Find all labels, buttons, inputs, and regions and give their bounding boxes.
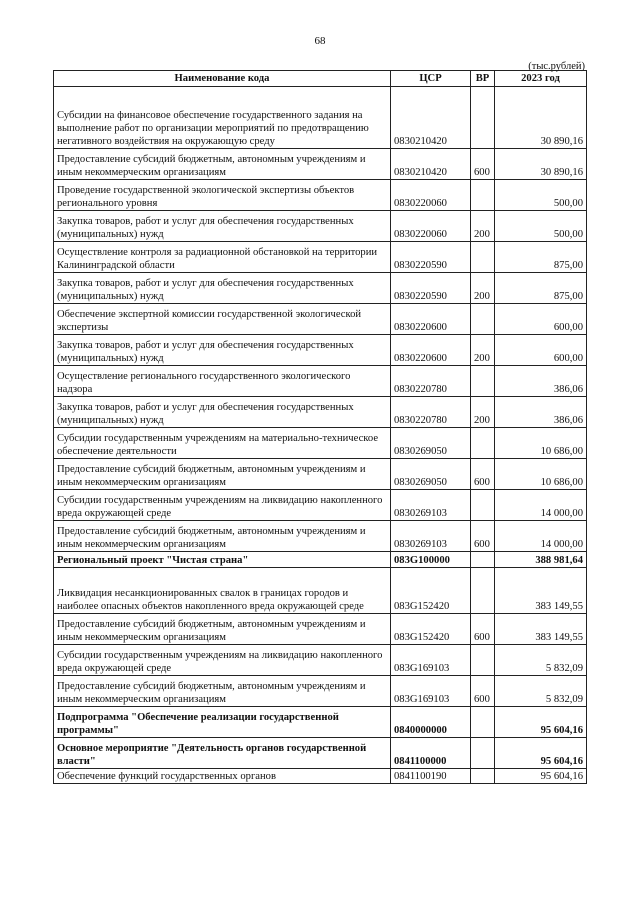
row-name: Предоставление субсидий бюджетным, автономным учреждениям и иным некоммерческим организациям [54,676,391,707]
row-name: Субсидии государственным учреждениям на ликвидацию накопленного вреда окружающей среде [54,490,391,521]
row-sum: 386,06 [495,366,587,397]
row-name: Проведение государственной экологической экспертизы объектов регионального уровня [54,180,391,211]
row-vr: 200 [471,335,495,366]
row-csr: 0830269103 [391,490,471,521]
row-csr: 0841100190 [391,769,471,784]
row-vr: 600 [471,614,495,645]
row-name: Подпрограмма "Обеспечение реализации государственной программы" [54,707,391,738]
row-vr [471,366,495,397]
row-name: Закупка товаров, работ и услуг для обеспечения государственных (муниципальных) нужд [54,335,391,366]
row-name: Предоставление субсидий бюджетным, автономным учреждениям и иным некоммерческим организациям [54,521,391,552]
row-csr: 0830210420 [391,149,471,180]
table-row [54,568,587,614]
row-name: Предоставление субсидий бюджетным, автономным учреждениям и иным некоммерческим организациям [54,459,391,490]
table-row [54,366,587,397]
row-sum: 383 149,55 [495,614,587,645]
row-name: Ликвидация несанкционированных свалок в границах городов и наиболее опасных объектов накопленного вреда окружающей среде [54,568,391,614]
row-name: Закупка товаров, работ и услуг для обеспечения государственных (муниципальных) нужд [54,397,391,428]
row-vr: 200 [471,211,495,242]
row-vr [471,180,495,211]
row-sum: 5 832,09 [495,645,587,676]
table-row [54,552,587,568]
table-row [54,273,587,304]
row-name: Обеспечение функций государственных органов [54,769,391,784]
header-csr: ЦСР [391,71,471,87]
table-row [54,521,587,552]
table-row [54,304,587,335]
row-sum: 500,00 [495,211,587,242]
row-name: Субсидии государственным учреждениям на ликвидацию накопленного вреда окружающей среде [54,645,391,676]
table-row [54,645,587,676]
row-csr: 083G169103 [391,645,471,676]
row-sum: 383 149,55 [495,568,587,614]
row-vr [471,552,495,568]
row-csr: 083G152420 [391,568,471,614]
table-row [54,614,587,645]
table-row [54,149,587,180]
header-name: Наименование кода [54,71,391,87]
row-sum: 875,00 [495,242,587,273]
row-csr: 0841100000 [391,738,471,769]
row-csr: 0830220780 [391,397,471,428]
row-name: Закупка товаров, работ и услуг для обеспечения государственных (муниципальных) нужд [54,211,391,242]
row-name: Субсидии государственным учреждениям на материально-техническое обеспечение деятельности [54,428,391,459]
row-vr [471,738,495,769]
row-csr: 083G100000 [391,552,471,568]
row-sum: 875,00 [495,273,587,304]
row-csr: 0830220590 [391,273,471,304]
row-name: Основное мероприятие "Деятельность органов государственной власти" [54,738,391,769]
row-vr [471,645,495,676]
table-row [54,335,587,366]
table-row [54,242,587,273]
row-vr [471,568,495,614]
table-row [54,490,587,521]
row-csr: 083G152420 [391,614,471,645]
row-csr: 083G169103 [391,676,471,707]
row-vr: 600 [471,149,495,180]
row-csr: 0830220590 [391,242,471,273]
table-header-row [54,71,587,87]
row-name: Региональный проект "Чистая страна" [54,552,391,568]
row-sum: 500,00 [495,180,587,211]
row-vr: 200 [471,397,495,428]
table-row [54,769,587,784]
table-row [54,676,587,707]
row-sum: 95 604,16 [495,769,587,784]
table-row [54,428,587,459]
row-sum: 386,06 [495,397,587,428]
table-row [54,459,587,490]
row-csr: 0840000000 [391,707,471,738]
row-sum: 10 686,00 [495,459,587,490]
row-csr: 0830220060 [391,211,471,242]
row-vr: 200 [471,273,495,304]
row-name: Предоставление субсидий бюджетным, автономным учреждениям и иным некоммерческим организациям [54,149,391,180]
table-row [54,707,587,738]
row-sum: 95 604,16 [495,738,587,769]
row-csr: 0830220780 [391,366,471,397]
row-sum: 95 604,16 [495,707,587,738]
row-vr [471,707,495,738]
row-sum: 600,00 [495,304,587,335]
row-name: Субсидии на финансовое обеспечение государственного задания на выполнение работ по организации мероприятий по предотвращению негативного воздействия на окружающую среду [54,87,391,149]
row-name: Закупка товаров, работ и услуг для обеспечения государственных (муниципальных) нужд [54,273,391,304]
table-row [54,211,587,242]
row-csr: 0830269050 [391,459,471,490]
row-sum: 30 890,16 [495,149,587,180]
row-vr [471,769,495,784]
row-csr: 0830220060 [391,180,471,211]
row-csr: 0830269103 [391,521,471,552]
page-number: 68 [314,35,326,47]
header-year: 2023 год [495,71,587,87]
row-vr: 600 [471,521,495,552]
row-sum: 14 000,00 [495,521,587,552]
row-vr [471,490,495,521]
row-vr [471,304,495,335]
row-vr [471,428,495,459]
row-name: Осуществление регионального государственного экологического надзора [54,366,391,397]
header-vr: ВР [471,71,495,87]
units-label: (тыс.рублей) [528,61,585,72]
table-row [54,397,587,428]
row-csr: 0830269050 [391,428,471,459]
row-sum: 10 686,00 [495,428,587,459]
table-row [54,180,587,211]
row-vr [471,242,495,273]
row-name: Предоставление субсидий бюджетным, автономным учреждениям и иным некоммерческим организациям [54,614,391,645]
row-vr: 600 [471,459,495,490]
row-sum: 30 890,16 [495,87,587,149]
row-sum: 600,00 [495,335,587,366]
row-sum: 14 000,00 [495,490,587,521]
table-row [54,738,587,769]
row-vr [471,87,495,149]
row-name: Осуществление контроля за радиационной обстановкой на территории Калининградской области [54,242,391,273]
row-vr: 600 [471,676,495,707]
row-sum: 388 981,64 [495,552,587,568]
row-name: Обеспечение экспертной комиссии государственной экологической экспертизы [54,304,391,335]
row-sum: 5 832,09 [495,676,587,707]
table-body [54,87,587,784]
row-csr: 0830220600 [391,335,471,366]
budget-table [53,70,587,784]
row-csr: 0830220600 [391,304,471,335]
row-csr: 0830210420 [391,87,471,149]
table-row [54,87,587,149]
